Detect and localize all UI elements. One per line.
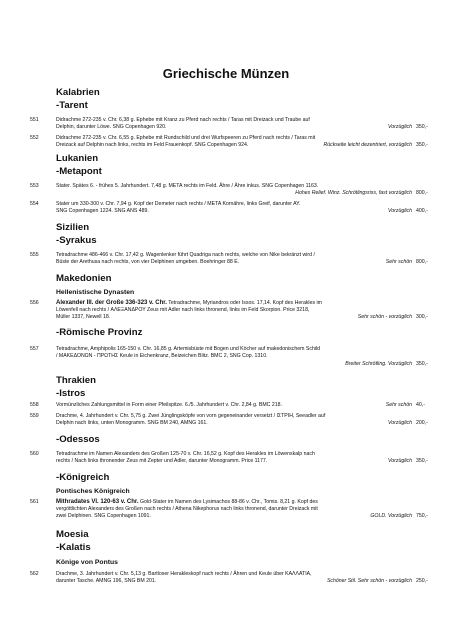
lot-description: vergöttlichten Alexanders des Großen nach rechts / Athena Nikephorus nach links thronend, darunter Dreizack mit [56,506,318,512]
lot-grade: GOLD. Vorzüglich [370,513,412,519]
lot-price: 750,- [416,513,428,519]
city-heading: -Odessos [56,434,100,445]
region-heading: Kalabrien [56,87,100,98]
lot-grade: Schöner Stil. Sehr schön - vorzüglich [326,578,412,584]
region-heading: Makedonien [56,273,112,284]
lot-price: 40,- [416,402,425,408]
lot-number: 560 [30,451,39,457]
lot-price: 350,- [416,361,428,367]
lot-grade: Sehr schön - vorzüglich [357,314,412,320]
lot-price: 250,- [416,578,428,584]
lot-number: 555 [30,252,39,258]
lot-number: 551 [30,117,39,123]
lot-description: SNG Copenhagen 1224. SNG ANS 489. [56,208,149,214]
lot-price: 800,- [416,190,428,196]
lot-description: zwei Delphinen. SNG Copenhagen 1091. [56,513,151,519]
city-heading: -Kalatis [56,542,91,553]
lot-price: 400,- [416,208,428,214]
lot-description: rechts / Nach links thronender Zeus mit Zepter und Adler, darunter Monogramm. Price 1177. [56,458,268,464]
lot-price: 350,- [416,124,428,130]
lot-description: Tetradrachme im Namen Alexanders des Großen 125-70 v. Chr. 16,52 g. Kopf des Herakles im Löwenskalp nach [56,451,315,457]
lot-description: Tetradrachme 486-466 v. Chr. 17,42 g. Wagenlenker führt Quadriga nach rechts, welche von Nike bekränzt wird / [56,252,315,258]
lot-description: darunter Tasche. AMNG 196, SNG BM 201. [56,578,157,584]
subsection-heading: Hellenistische Dynasten [56,289,135,296]
city-heading: -Syrakus [56,235,97,246]
lot-price: 200,- [416,420,428,426]
city-heading: -Istros [56,388,86,399]
lot-description: Stater. Spätes 6. - frühes 5. Jahrhundert. 7,48 g. META rechts im Feld. Ähre / Ähre inkus. SNG Copenhagen 1163. [56,183,319,189]
city-heading: -Tarent [56,100,88,111]
region-heading: Lukanien [56,153,99,164]
subsection-heading: Könige von Pontus [56,559,118,566]
lot-description: / ΜΑΚΕΔΟΝΩΝ - ΠΡΩΤΗΣ Keule in Eichenkranz, Beizeichen Blitz. BMC 2, SNG Cop. 1310. [56,353,268,359]
lot-number: 556 [30,300,39,306]
lot-description: Stater um 330-300 v. Chr. 7,94 g. Kopf der Demeter nach rechts / META Kornähre, links Greif, darunter AY. [56,201,301,207]
ruler-name: Mithradates VI. 120-63 v. Chr. [56,499,139,505]
lot-grade: Sehr schön [385,259,412,265]
lot-grade: Breiter Schrötling. Vorzüglich [345,361,412,367]
lot-grade: Vorzüglich [387,124,412,130]
lot-description: Vormünzliches Zahlungsmittel in Form einer Pfeilspitze. 6./5. Jahrhundert v. Chr. 2,84 g. BMC 218. [56,402,282,408]
lot-number: 557 [30,346,39,352]
lot-description: Büste der Arethusa nach rechts, von vier Delphinen umgeben. Boehringer 88 E. [56,259,240,265]
lot-description: Didrachme 272-235 v. Chr. 6,55 g. Ephebe mit Rundschild und drei Wurfspeeren zu Pferd nach rechts / Taras mit [56,135,316,141]
lot-number: 553 [30,183,39,189]
city-heading: -Metapont [56,166,102,177]
lot-price: 350,- [416,458,428,464]
lot-description: Gold-Stater im Namen des Lysimachos 88-86 v. Chr., Tomis. 8,21 g. Kopf des [140,499,318,505]
lot-description: Drachme, 4. Jahrhundert v. Chr. 5,75 g. Zwei Jünglingsköpfe von vorn gegeneinander versetzt / ΙΣΤΡΙΗ, Seeadler auf [56,413,326,419]
lot-grade: Vorzüglich [387,420,412,426]
lot-number: 558 [30,402,39,408]
lot-description: Tetradrachme, Amphipolis 165-150 v. Chr. 16,85 g. Artemisbüste mit Bogen und Köcher auf makedonischem Schild [56,346,321,352]
lot-number: 561 [30,499,39,505]
lot-description: Delphin, darunter Löwe. SNG Copenhagen 920. [56,124,167,130]
lot-number: 559 [30,413,39,419]
region-heading: Moesia [56,529,89,540]
lot-description: Löwenfell nach rechts / ΑΛΕΞΑΝΔΡΟΥ Zeus mit Adler nach links thronend, links im Feld Skorpion. Price 3218, [56,307,310,313]
lot-grade: Sehr schön [385,402,412,408]
lot-description: Tetradrachme, Myriandros oder Issos. 17,14. Kopf des Herakles im [168,300,322,306]
lot-number: 562 [30,571,39,577]
lot-description: Müller 1337, Newell 18. [56,314,111,320]
region-heading: Sizilien [56,222,90,233]
lot-description: Dreizack auf Delphin nach links, rechts im Feld Frauenkopf. SNG Copenhagen 924. [56,142,249,148]
lot-price: 350,- [416,142,428,148]
lot-price: 300,- [416,314,428,320]
page-title: Griechische Münzen [162,66,290,81]
lot-price: 800,- [416,259,428,265]
lot-description: Drachme, 3. Jahrhundert v. Chr. 5,13 g. Bartloser Herakleskopf nach rechts / Ähren und Keule über ΚΑΛΛΑΤΙΑ, [56,571,312,577]
lot-description: Didrachme 272-235 v. Chr. 6,38 g. Ephebe mit Kranz zu Pferd nach rechts / Taras mit Dreizack und Traube auf [56,117,310,123]
lot-grade: Rückseite leicht dezentriert, vorzüglich [323,142,412,148]
subsection-heading: Pontisches Königreich [56,488,130,495]
lot-number: 554 [30,201,39,207]
lot-number: 552 [30,135,39,141]
city-heading: -Römische Provinz [56,327,143,338]
region-heading: Thrakien [56,375,96,386]
lot-grade: Vorzüglich [387,208,412,214]
city-heading: -Königreich [56,472,110,483]
lot-grade: Vorzüglich [387,458,412,464]
ruler-name: Alexander III. der Große 336-323 v. Chr. [56,300,167,306]
lot-description: Delphin nach links, unten Monogramm. SNG BM 240, AMNG 161. [56,420,208,426]
lot-grade: Hohes Relief. Winz. Schrötlingsriss, fast vorzüglich [295,190,412,196]
